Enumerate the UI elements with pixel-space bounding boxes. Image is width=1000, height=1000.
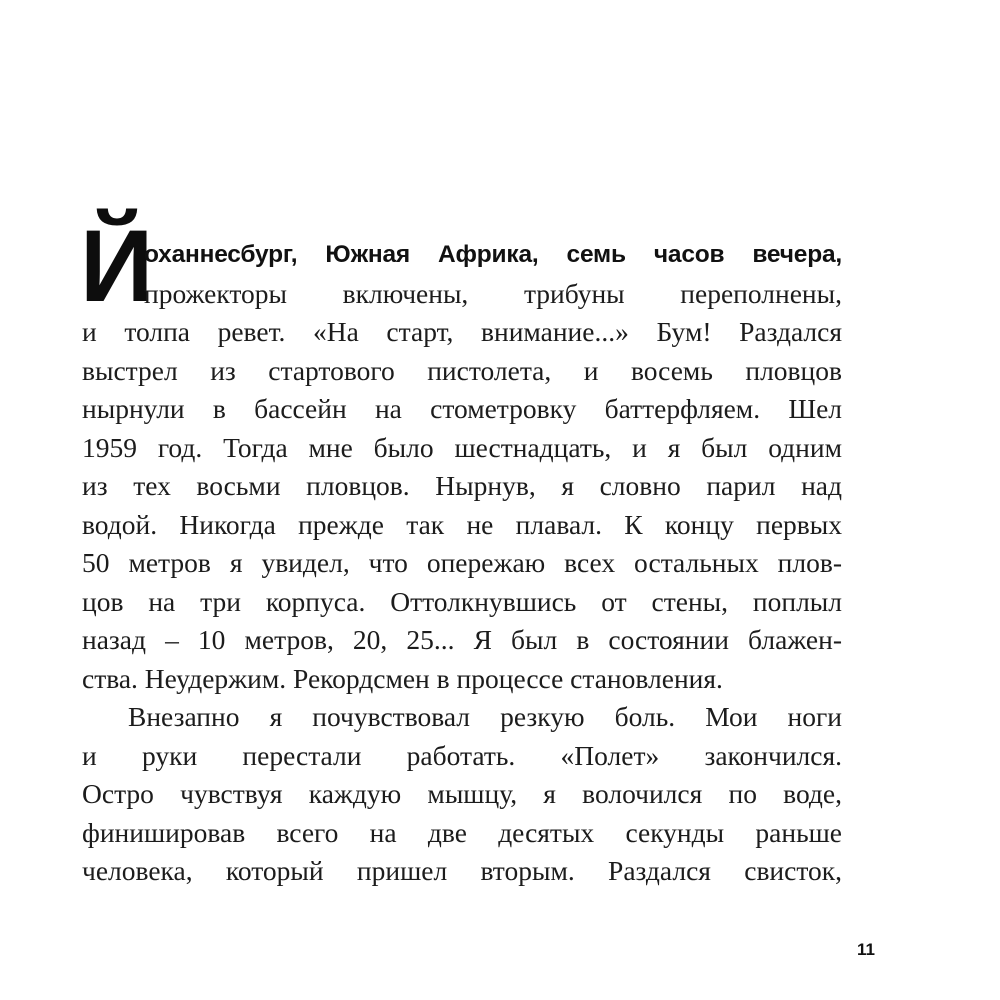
text-line: Остро чувствуя каждую мышцу, я волочился по воде, xyxy=(82,778,842,809)
text-line: ства. Неудержим. Рекордсмен в процессе становления. xyxy=(82,662,723,694)
text-line: водой. Никогда прежде так не плавал. К концу первых xyxy=(82,508,842,540)
text-line: финишировав всего на две десятых секунды раньше xyxy=(82,816,842,848)
text-line: 1959 год. Тогда мне было шестнадцать, и я был одним xyxy=(82,431,842,463)
text-line: прожекторы включены, трибуны переполнены, xyxy=(144,277,842,309)
text-line: Внезапно я почувствовал резкую боль. Мои ноги xyxy=(128,701,842,732)
text-line: из тех восьми пловцов. Нырнув, я словно парил над xyxy=(82,470,842,501)
body-text xyxy=(82,236,842,891)
text-line: выстрел из стартового пистолета, и восемь пловцов xyxy=(82,354,842,386)
text-line-lead: оханнесбург, Южная Африка, семь часов вечера, xyxy=(144,241,842,268)
page-number: 11 xyxy=(857,940,875,959)
drop-cap: Й xyxy=(80,209,152,323)
text-line: человека, который пришел вторым. Раздался свисток, xyxy=(82,855,842,886)
text-line: и толпа ревет. «На старт, внимание...» Бум! Раздался xyxy=(82,316,842,347)
text-line: и руки перестали работать. «Полет» закончился. xyxy=(82,739,842,771)
text-line: назад – 10 метров, 20, 25... Я был в состоянии блажен- xyxy=(82,624,842,655)
text-line: цов на три корпуса. Оттолкнувшись от стены, поплыл xyxy=(82,585,842,617)
text-line: нырнули в бассейн на стометровку баттерфляем. Шел xyxy=(82,393,842,424)
text-line: 50 метров я увидел, что опережаю всех остальных плов- xyxy=(82,547,842,578)
